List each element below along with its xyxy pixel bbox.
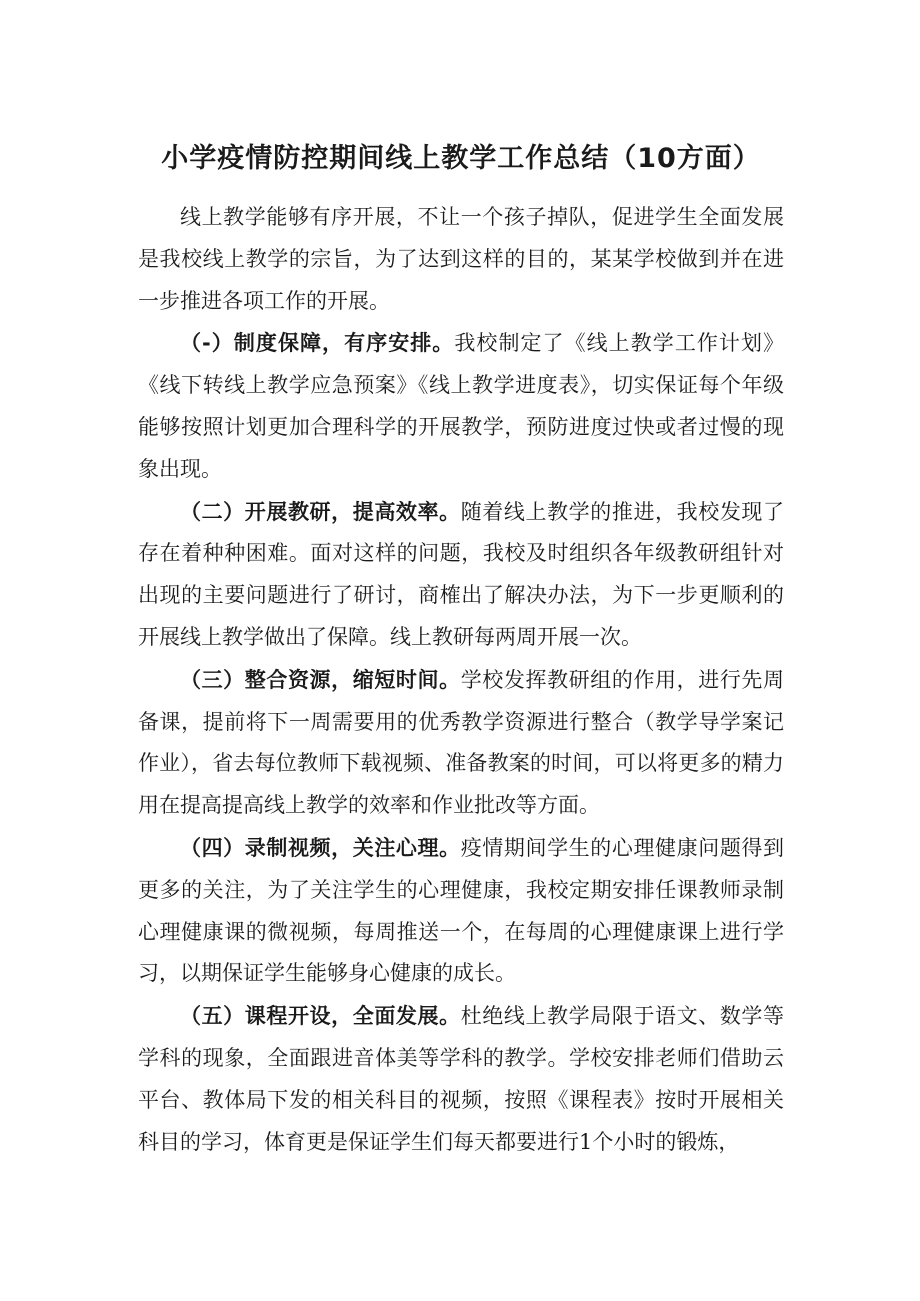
paragraph-lead: （二）开展教研，提高效率。	[180, 499, 461, 524]
paragraph-text: 线上教学能够有序开展，不让一个孩子掉队，促进学生全面发展是我校线上教学的宗旨，为了达到这样的目的，某某学校做到并在进一步推进各项工作的开展。	[138, 205, 784, 313]
document-body	[138, 197, 784, 1163]
paragraph-text: 随着线上教学的推进，我校发现了存在着种种困难。面对这样的问题，我校及时组织各年级教研组针对出现的主要问题进行了研讨，商榷出了解决办法，为下一步更顺利的开展线上教学做出了保障。线上教研每两周开展一次。	[138, 499, 784, 649]
paragraph-text: 我校制定了《线上教学工作计划》《线下转线上教学应急预案》《线上教学进度表》，切实保证每个年级能够按照计划更加合理科学的开展教学，预防进度过快或者过慢的现象出现。	[138, 331, 785, 481]
paragraph-lead: （五）课程开设，全面发展。	[180, 1004, 461, 1029]
paragraph-section-4	[138, 828, 784, 995]
paragraph-section-1	[138, 323, 784, 490]
paragraph-lead: （三）整合资源，缩短时间。	[180, 667, 461, 692]
document-title: 小学疫情防控期间线上教学工作总结（10方面）	[161, 143, 761, 174]
paragraph-intro	[138, 197, 784, 322]
paragraph-text: 学校发挥教研组的作用，进行先周备课，提前将下一周需要用的优秀教学资源进行整合（教学导学案记作业），省去每位教师下载视频、准备教案的时间，可以将更多的精力用在提高提高线上教学的效率和作业批改等方面。	[138, 667, 784, 818]
paragraph-lead: （-）制度保障，有序安排。	[180, 331, 455, 356]
paragraph-text: 杜绝线上教学局限于语文、数学等学科的现象，全面跟进音体美等学科的教学。学校安排老师们借助云平台、教体局下发的相关科目的视频，按照《课程表》按时开展相关科目的学习，体育更是保证学生们每天都要进行1个小时的锻炼，	[138, 1004, 784, 1154]
paragraph-text: 疫情期间学生的心理健康问题得到更多的关注，为了关注学生的心理健康，我校定期安排任课教师录制心理健康课的微视频，每周推送一个，在每周的心理健康课上进行学习，以期保证学生能够身心健康的成长。	[138, 835, 784, 986]
paragraph-section-2	[138, 492, 784, 659]
paragraph-section-5	[138, 996, 784, 1163]
paragraph-section-3	[138, 660, 784, 827]
paragraph-lead: （四）录制视频，关注心理。	[180, 835, 461, 860]
